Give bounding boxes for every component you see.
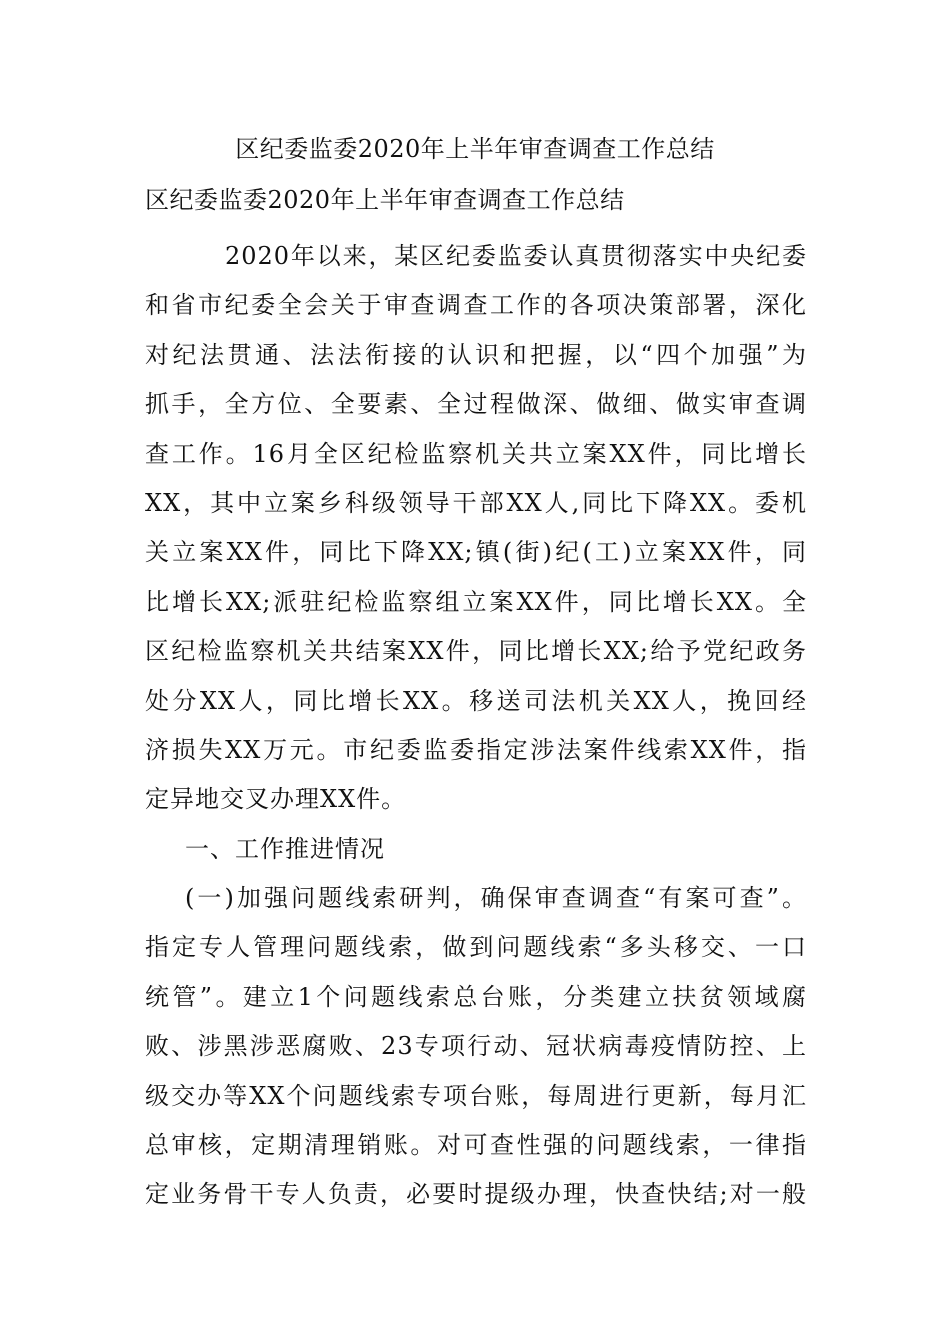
paragraph-line: 2020年以来，某区纪委监委认真贯彻落实中央纪委 [225,242,807,270]
document-body [145,232,807,1220]
paragraph-line: 级交办等XX个问题线索专项台账，每周进行更新，每月汇 [145,1081,807,1110]
paragraph-line: 处分XX人，同比增长XX。移送司法机关XX人，挽回经 [145,686,807,715]
document-subtitle: 区纪委监委2020年上半年审查调查工作总结 [145,186,625,214]
paragraph-line: 比增长XX;派驻纪检监察组立案XX件，同比增长XX。全 [145,587,807,616]
paragraph-line: 和省市纪委全会关于审查调查工作的各项决策部署，深化 [145,291,807,320]
paragraph-line: 定业务骨干专人负责，必要时提级办理，快查快结;对一般 [145,1180,807,1209]
paragraph-line: 定异地交叉办理XX件。 [145,785,407,814]
document-title: 区纪委监委2020年上半年审查调查工作总结 [235,135,715,163]
paragraph-line: 查工作。16月全区纪检监察机关共立案XX件，同比增长 [145,439,807,468]
paragraph-line: 区纪检监察机关共结案XX件，同比增长XX;给予党纪政务 [145,637,807,666]
paragraph-line: 指定专人管理问题线索，做到问题线索“多头移交、一口 [145,933,807,962]
paragraph-line: 济损失XX万元。市纪委监委指定涉法案件线索XX件，指 [145,735,807,764]
paragraph-line: 抓手，全方位、全要素、全过程做深、做细、做实审查调 [145,390,807,419]
paragraph-line: 败、涉黑涉恶腐败、23专项行动、冠状病毒疫情防控、上 [145,1032,807,1061]
paragraph-line: 统管”。建立1个问题线索总台账，分类建立扶贫领域腐 [145,982,807,1011]
paragraph-line: 总审核，定期清理销账。对可查性强的问题线索，一律指 [145,1131,807,1160]
paragraph-line: 对纪法贯通、法法衔接的认识和把握，以“四个加强”为 [145,340,807,369]
paragraph-line: XX，其中立案乡科级领导干部XX人,同比下降XX。委机 [145,488,807,517]
paragraph-line: (一)加强问题线索研判，确保审查调查“有案可查”。 [185,884,807,913]
section-heading: 一、工作推进情况 [185,834,385,863]
paragraph-line: 关立案XX件，同比下降XX;镇(街)纪(工)立案XX件，同 [145,538,807,567]
